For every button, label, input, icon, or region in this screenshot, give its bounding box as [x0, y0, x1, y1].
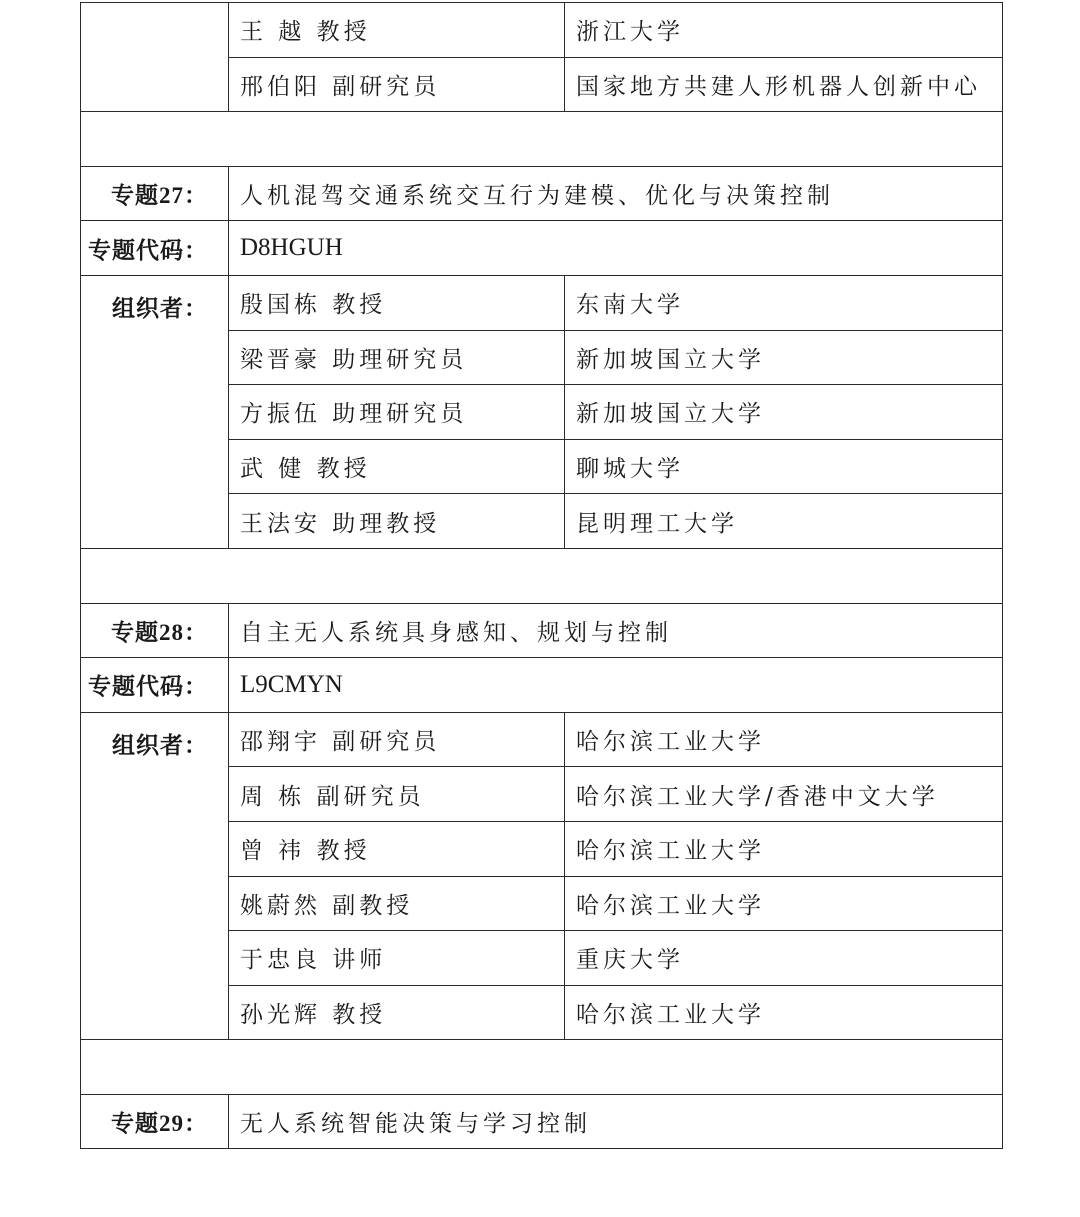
organizer-affiliation: 哈尔滨工业大学: [565, 985, 1003, 1040]
topic-code: D8HGUH: [229, 221, 1003, 276]
topic-code-label: 专题代码：: [81, 221, 229, 276]
organizer-name: 姚蔚然 副教授: [229, 876, 565, 931]
organizer-name: 王法安 助理教授: [229, 494, 565, 549]
organizer-affiliation: 哈尔滨工业大学/香港中文大学: [565, 767, 1003, 822]
topic-title-row: [81, 166, 1003, 221]
organizer-affiliation: 国家地方共建人形机器人创新中心: [565, 57, 1003, 112]
topic-label-suffix: ：: [184, 182, 208, 210]
topic-number: 27: [159, 183, 184, 209]
topic-title-row: [81, 603, 1003, 658]
topic-label: [81, 1094, 229, 1149]
topic-code-label: 专题代码：: [81, 658, 229, 713]
topic-title: 自主无人系统具身感知、规划与控制: [229, 603, 1003, 658]
topic-number: 28: [159, 619, 184, 645]
topic-number: 29: [159, 1111, 184, 1137]
organizer-affiliation: 重庆大学: [565, 931, 1003, 986]
topic-label-suffix: ：: [184, 1110, 208, 1138]
topic-label-prefix: 专题: [111, 618, 159, 646]
organizer-name: 梁晋豪 助理研究员: [229, 330, 565, 385]
organizer-name: 邢伯阳 副研究员: [229, 57, 565, 112]
organizer-name: 王 越 教授: [229, 3, 565, 58]
topic-title-row: [81, 1094, 1003, 1149]
organizer-affiliation: 哈尔滨工业大学: [565, 712, 1003, 767]
organizer-name: 武 健 教授: [229, 439, 565, 494]
spacer-row: [81, 112, 1003, 167]
organizer-row: [81, 275, 1003, 330]
organizer-affiliation: 哈尔滨工业大学: [565, 876, 1003, 931]
topic-label-suffix: ：: [184, 618, 208, 646]
organizer-name: 孙光辉 教授: [229, 985, 565, 1040]
spacer-cell: [81, 112, 1003, 167]
spacer-cell: [81, 1040, 1003, 1095]
organizer-affiliation: 哈尔滨工业大学: [565, 821, 1003, 876]
organizer-name: 曾 祎 教授: [229, 821, 565, 876]
organizer-name: 于忠良 讲师: [229, 931, 565, 986]
topic-title: 人机混驾交通系统交互行为建模、优化与决策控制: [229, 166, 1003, 221]
spacer-row: [81, 548, 1003, 603]
organizer-name: 殷国栋 教授: [229, 275, 565, 330]
organizer-label-cell: [81, 3, 229, 112]
organizer-affiliation: 聊城大学: [565, 439, 1003, 494]
organizer-label: 组织者：: [81, 712, 229, 1040]
topic-title: 无人系统智能决策与学习控制: [229, 1094, 1003, 1149]
organizer-affiliation: 新加坡国立大学: [565, 330, 1003, 385]
organizer-row: [81, 712, 1003, 767]
organizer-affiliation: 昆明理工大学: [565, 494, 1003, 549]
topic-label-prefix: 专题: [111, 182, 159, 210]
topic-label: [81, 603, 229, 658]
topic-code: L9CMYN: [229, 658, 1003, 713]
organizer-affiliation: 新加坡国立大学: [565, 385, 1003, 440]
topic-code-row: [81, 658, 1003, 713]
topic-code-row: [81, 221, 1003, 276]
organizer-name: 邵翔宇 副研究员: [229, 712, 565, 767]
organizer-name: 方振伍 助理研究员: [229, 385, 565, 440]
organizer-affiliation: 东南大学: [565, 275, 1003, 330]
topic-label: [81, 166, 229, 221]
topic-label-prefix: 专题: [111, 1110, 159, 1138]
organizer-name: 周 栋 副研究员: [229, 767, 565, 822]
organizer-label: 组织者：: [81, 275, 229, 548]
organizer-row: [81, 3, 1003, 58]
topic-table: [80, 2, 1003, 1149]
spacer-cell: [81, 548, 1003, 603]
spacer-row: [81, 1040, 1003, 1095]
organizer-affiliation: 浙江大学: [565, 3, 1003, 58]
